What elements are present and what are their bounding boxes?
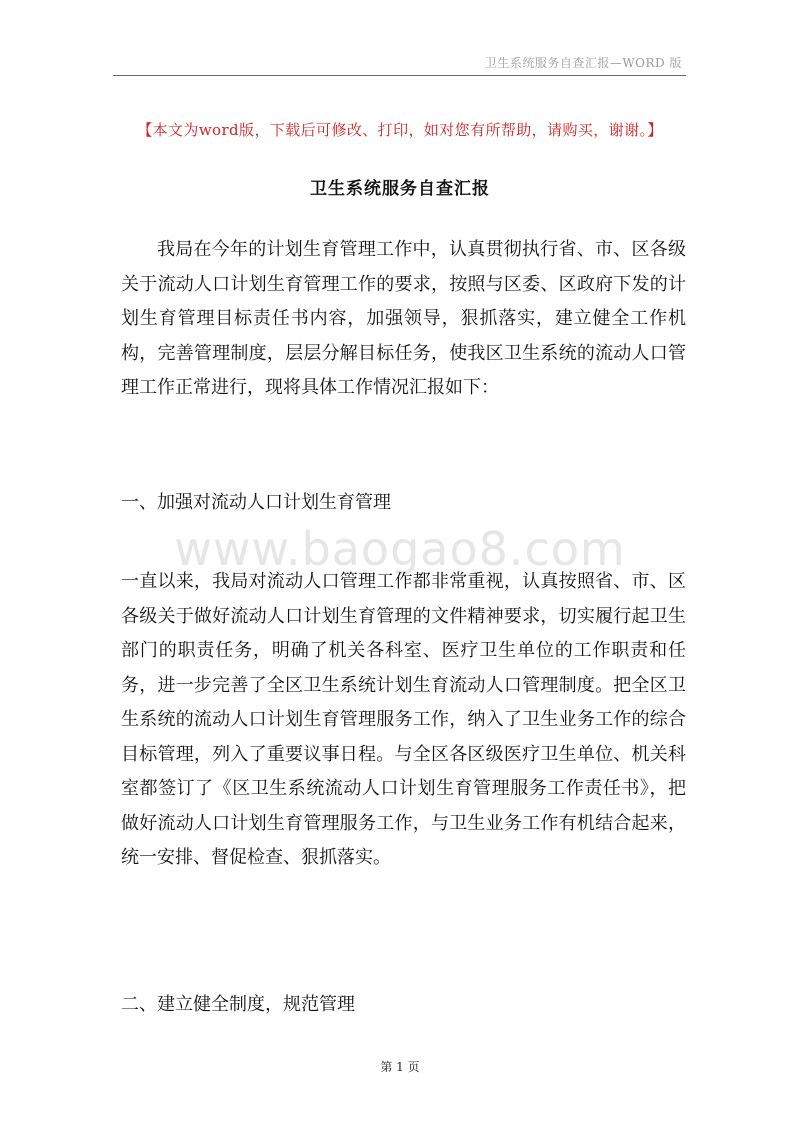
section-1-body: 一直以来，我局对流动人口管理工作都非常重视，认真按照省、市、区各级关于做好流动人口计划生育管理的文件精神要求，切实履行起卫生部门的职责任务，明确了机关各科室、医疗卫生单位的工作职责和任务，进一步完善了全区卫生系统计划生育流动人口管理制度。把全区卫生系统的流动人口计划生育管理服务工作，纳入了卫生业务工作的综合目标管理，列入了重要议事日程。与全区各区级医疗卫生单位、机关科室都签订了《区卫生系统流动人口计划生育管理服务工作责任书》，把做好流动人口计划生育管理服务工作，与卫生业务工作有机结合起来，统一安排、督促检查、狠抓落实。 — [121, 571, 686, 868]
section-2-heading: 二、建立健全制度，规范管理 — [121, 994, 355, 1015]
header-divider — [113, 75, 686, 76]
running-header: 卫生系统服务自查汇报—WORD 版 — [484, 56, 682, 70]
document-title: 卫生系统服务自查汇报 — [310, 179, 490, 199]
purchase-notice: 【本文为word版，下载后可修改、打印，如对您有所帮助，请购买，谢谢。】 — [137, 121, 663, 139]
section-1-heading: 一、加强对流动人口计划生育管理 — [121, 492, 391, 513]
page-number: 第 1 页 — [380, 1060, 420, 1074]
watermark-text: www.baogao8.com — [174, 522, 626, 576]
intro-paragraph: 我局在今年的计划生育管理工作中，认真贯彻执行省、市、区各级关于流动人口计划生育管理工作的要求，按照与区委、区政府下发的计划生育管理目标责任书内容，加强领导，狠抓落实，建立健全工作机构，完善管理制度，层层分解目标任务，使我区卫生系统的流动人口管理工作正常进行，现将具体工作情况汇报如下： — [121, 239, 686, 398]
